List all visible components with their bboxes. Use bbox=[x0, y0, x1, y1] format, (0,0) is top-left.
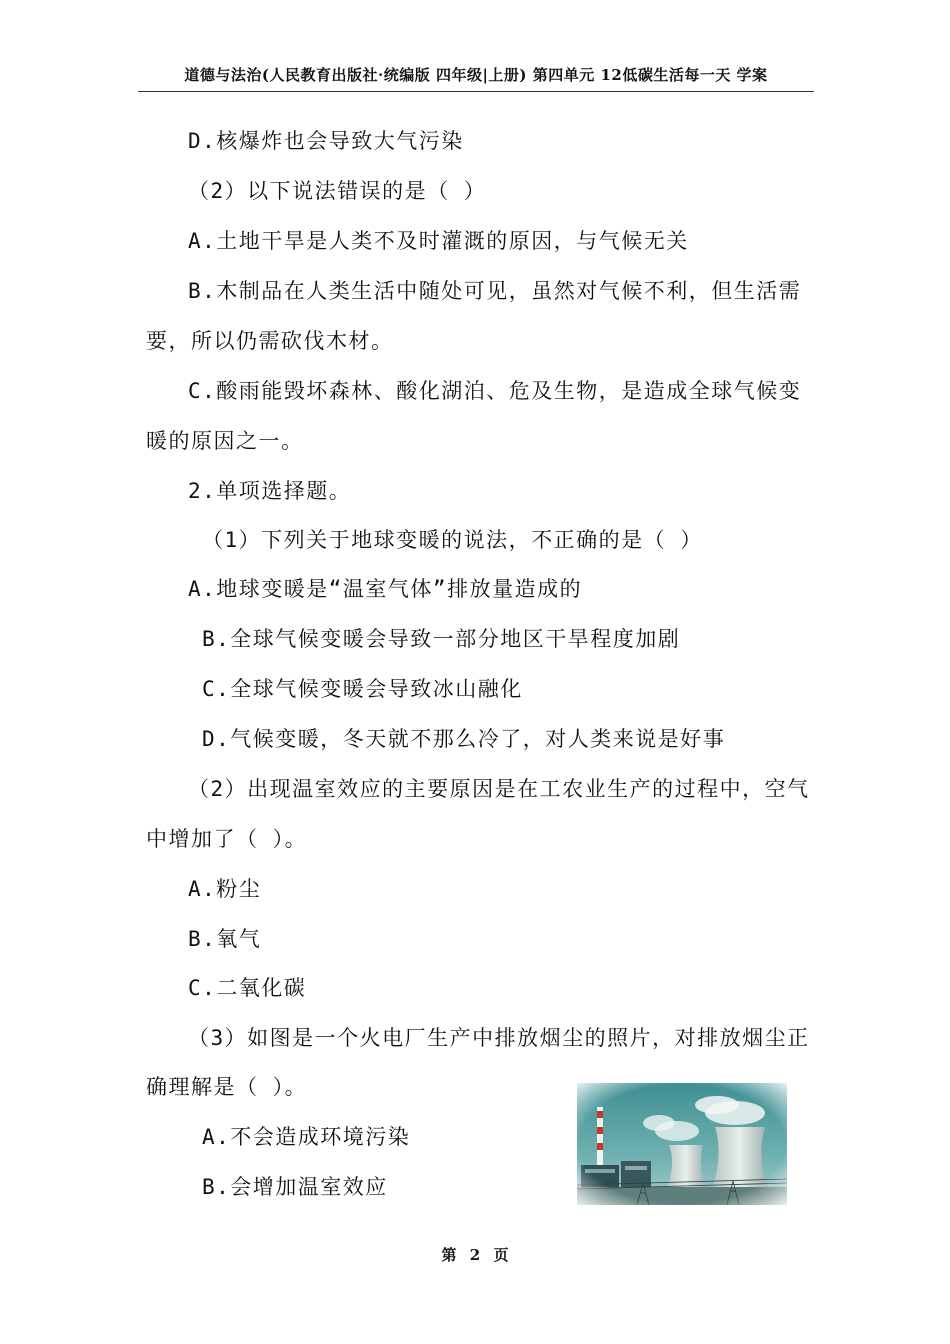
power-plant-photo bbox=[577, 1083, 787, 1205]
question-2-3-line2: 确理解是（ ）。 bbox=[146, 1075, 308, 1099]
question-2-2-line1: （2）出现温室效应的主要原因是在工农业生产的过程中，空气 bbox=[188, 777, 810, 801]
option-1-2-b-line1: B.木制品在人类生活中随处可见，虽然对气候不利，但生活需 bbox=[188, 279, 802, 303]
option-1-2-c-line1: C.酸雨能毁坏森林、酸化湖泊、危及生物，是造成全球气候变 bbox=[188, 379, 802, 403]
option-1-1-d: D.核爆炸也会导致大气污染 bbox=[188, 129, 464, 153]
section-heading-2: 2.单项选择题。 bbox=[188, 479, 352, 503]
question-2-2-line2: 中增加了（ ）。 bbox=[146, 827, 308, 851]
option-2-1-c: C.全球气候变暖会导致冰山融化 bbox=[202, 677, 523, 701]
page-footer bbox=[0, 1244, 950, 1265]
question-2-1: （1）下列关于地球变暖的说法，不正确的是（ ） bbox=[202, 528, 703, 552]
option-1-2-b-line2: 要，所以仍需砍伐木材。 bbox=[146, 329, 394, 353]
page-prefix: 第 bbox=[441, 1246, 457, 1264]
option-2-2-a: A.粉尘 bbox=[188, 877, 262, 901]
option-2-3-b: B.会增加温室效应 bbox=[202, 1175, 388, 1199]
question-1-2: （2）以下说法错误的是（ ） bbox=[188, 179, 487, 203]
option-2-2-c: C.二氧化碳 bbox=[188, 976, 307, 1000]
option-2-1-b: B.全球气候变暖会导致一部分地区干旱程度加剧 bbox=[202, 627, 681, 651]
option-2-3-a: A.不会造成环境污染 bbox=[202, 1125, 411, 1149]
option-1-2-c-line2: 暖的原因之一。 bbox=[146, 429, 304, 453]
option-1-2-a: A.土地干旱是人类不及时灌溉的原因，与气候无关 bbox=[188, 229, 689, 253]
page-number: 2 bbox=[469, 1246, 481, 1264]
option-2-2-b: B.氧气 bbox=[188, 927, 262, 951]
option-2-1-d: D.气候变暖，冬天就不那么冷了，对人类来说是好事 bbox=[202, 727, 726, 751]
question-2-3-line1: （3）如图是一个火电厂生产中排放烟尘的照片，对排放烟尘正 bbox=[188, 1026, 810, 1050]
option-2-1-a: A.地球变暖是“温室气体”排放量造成的 bbox=[188, 577, 583, 601]
page-suffix: 页 bbox=[493, 1246, 509, 1264]
page-header: 道德与法治(人民教育出版社·统编版 四年级|上册) 第四单元 12低碳生活每一天 学案 bbox=[138, 64, 814, 92]
